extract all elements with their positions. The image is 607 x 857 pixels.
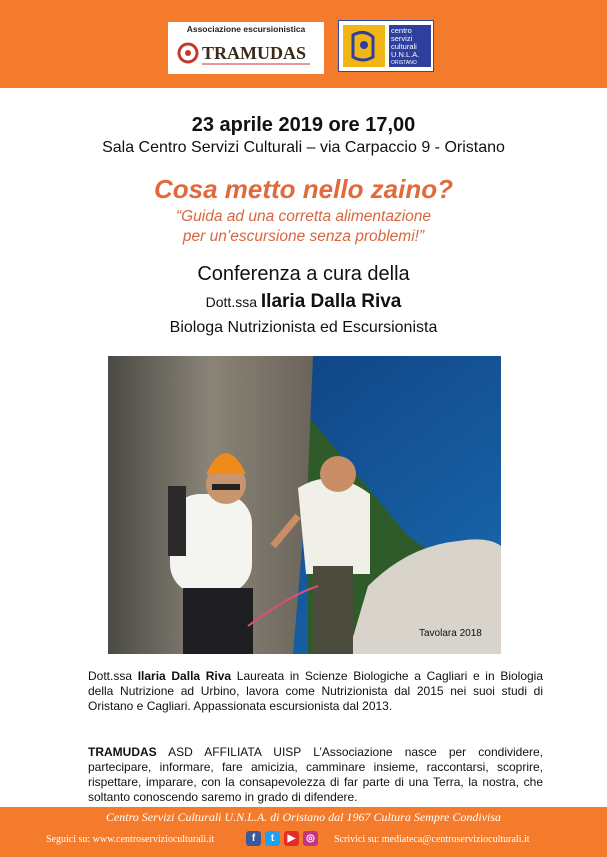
svg-text:TRAMUDAS: TRAMUDAS [202, 43, 307, 63]
website-link[interactable]: Seguici su: www.centroservizioculturali.it [46, 834, 215, 845]
twitter-icon[interactable]: t [265, 831, 280, 846]
speaker-bio: Dott.ssa Ilaria Dalla Riva Laureata in Scienze Biologiche a Cagliari e in Biologia della Nutrizione ad Urbino, lavora come Nutrizionista dal 2015 nei suoi studi di Oristano e Cagliari. Appassionata escursionista dal 2013. [88, 669, 544, 713]
tramudas-logo-graphic [176, 36, 316, 70]
event-title: Cosa metto nello zaino? [153, 174, 454, 204]
photo-caption: Tavolara 2018 [419, 628, 482, 639]
facebook-icon[interactable]: f [246, 831, 261, 846]
event-subtitle-line2: per un’escursione senza problemi!” [182, 228, 425, 245]
climbing-photo [108, 356, 501, 654]
instagram-icon[interactable]: ◎ [303, 831, 318, 846]
footer-banner [0, 807, 607, 857]
unla-mark-icon [343, 25, 385, 67]
event-date: 23 aprile 2019 ore 17,00 [191, 114, 416, 136]
association-description: TRAMUDAS ASD AFFILIATA UISP L’Associazione nasce per condividere, partecipare, informare, fare amicizia, camminare insieme, raccontarsi, scoprire, rispettare, imparare, con la consapevolezza di far parte di una Terra, la nostra, che soltanto conoscendo saremo in grado di difendere. [88, 745, 544, 804]
speaker-role: Biologa Nutrizionista ed Escursionista [169, 319, 438, 336]
footer-slogan: Centro Servizi Culturali U.N.L.A. di Oristano dal 1967 Cultura Sempre Condivisa [105, 810, 502, 824]
email-link[interactable]: Scrivici su: mediateca@centroservizioculturali.it [334, 834, 530, 845]
tramudas-caption: Associazione escursionistica [186, 24, 306, 34]
conference-label: Conferenza a cura della [197, 263, 410, 285]
speaker-name: Dott.ssa Ilaria Dalla Riva [205, 291, 402, 312]
tramudas-logo [168, 22, 324, 74]
event-venue: Sala Centro Servizi Culturali – via Carpaccio 9 - Oristano [102, 139, 505, 156]
social-links [246, 831, 318, 846]
youtube-icon[interactable]: ▶ [284, 831, 299, 846]
event-subtitle-line1: “Guida ad una corretta alimentazione [175, 208, 432, 225]
header-banner [0, 0, 607, 88]
unla-logo [338, 20, 434, 72]
unla-text: centro servizi culturali U.N.L.A. ORISTANO [389, 25, 431, 67]
